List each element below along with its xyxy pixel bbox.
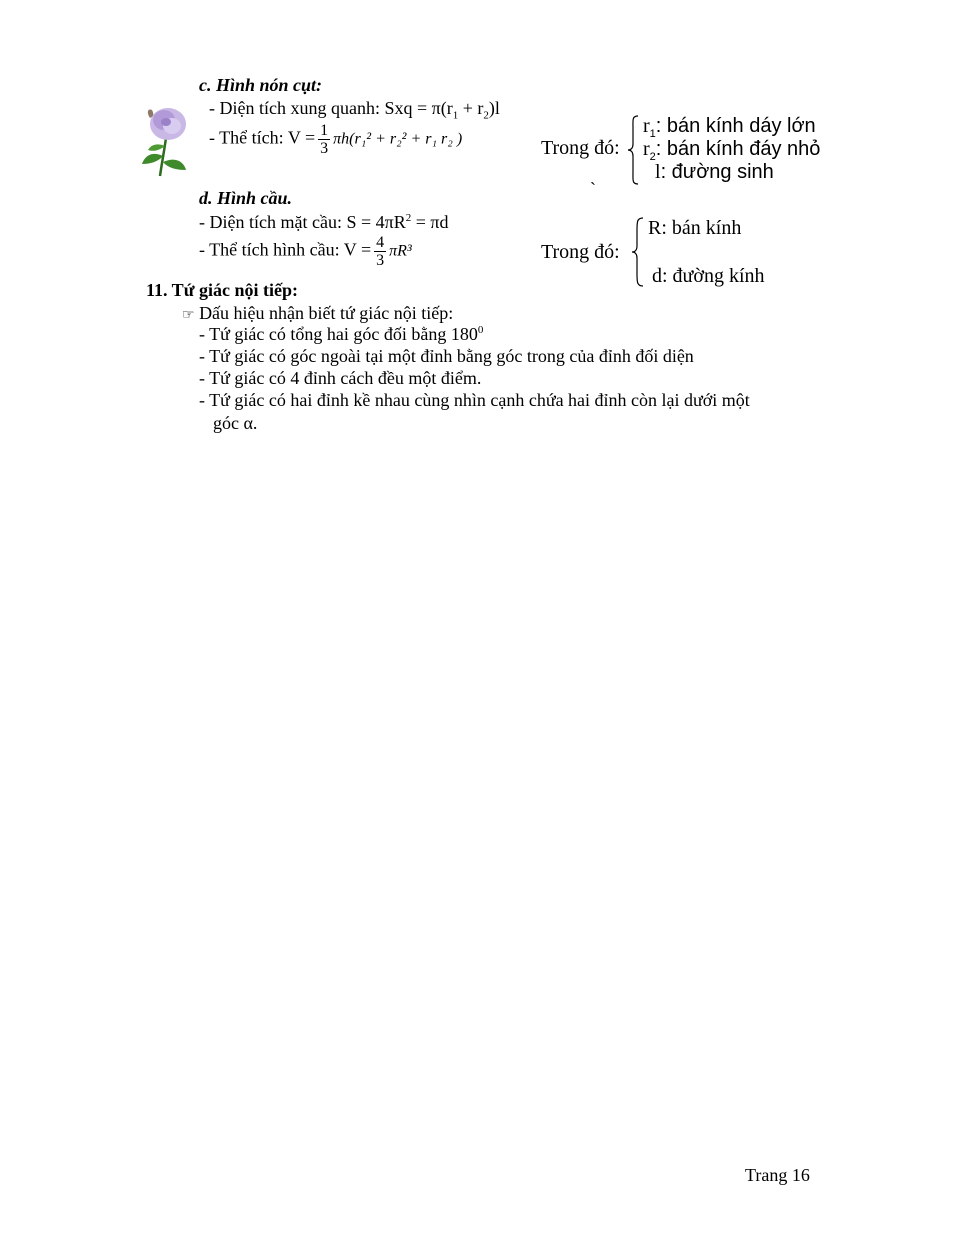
left-brace-icon [626, 114, 642, 186]
section-c-heading: c. Hình nón cụt: [199, 75, 323, 95]
inscribed-intro: ☞ Dấu hiệu nhận biết tứ giác nội tiếp: [182, 303, 454, 323]
frustum-volume-formula: - Thể tích: V = $\frac{1}{3}$ πh(r₁² + r₂² + r₁ r₂ ) [209, 122, 463, 157]
section-d-heading: d. Hình cầu. [199, 188, 293, 208]
fraction-four-thirds: $\frac{4}{3}$ [376, 234, 385, 269]
sphere-where-item-diameter: d: đường kính [652, 265, 765, 287]
criterion-2: - Tứ giác có góc ngoài tại một đỉnh bằng góc trong của đỉnh đối diện [199, 346, 694, 366]
pointing-hand-icon: ☞ [182, 307, 195, 323]
left-brace-icon [630, 216, 646, 288]
criterion-4-line-2: góc α. [213, 413, 258, 433]
section-11-heading: 11. Tứ giác nội tiếp: [146, 280, 298, 300]
sphere-surface-formula: - Diện tích mặt cầu: $S = 4\pi R^2 = \pi d$ [199, 212, 449, 232]
frustum-where-label: Trong đó: [541, 137, 620, 159]
criterion-1: - Tứ giác có tổng hai góc đối bằng $180^0$ [199, 324, 484, 344]
fraction-one-third: $\frac{1}{3}$ [320, 122, 329, 157]
lateral-area-formula: - Diện tích xung quanh: Sxq = $\pi(r_1 + r_2)l$ [209, 98, 500, 122]
frustum-where-item-2: $r_2$: bán kính đáy nhỏ [643, 138, 821, 163]
sphere-volume-formula: - Thể tích hình cầu: V = $\frac{4}{3}$ πR³ [199, 234, 412, 269]
sphere-where-item-radius: R: bán kính [648, 217, 742, 239]
stray-mark: ` [590, 179, 596, 199]
page-number: Trang 16 [745, 1165, 810, 1185]
sphere-where-label: Trong đó: [541, 241, 620, 263]
criterion-3: - Tứ giác có 4 đỉnh cách đều một điểm. [199, 368, 482, 388]
rose-image [136, 104, 196, 178]
criterion-4-line-1: - Tứ giác có hai đỉnh kề nhau cùng nhìn cạnh chứa hai đỉnh còn lại dưới một [199, 390, 750, 410]
frustum-where-item-3: l: đường sinh [655, 161, 774, 183]
frustum-where-item-1: $r_1$: bán kính dáy lớn [643, 115, 816, 140]
